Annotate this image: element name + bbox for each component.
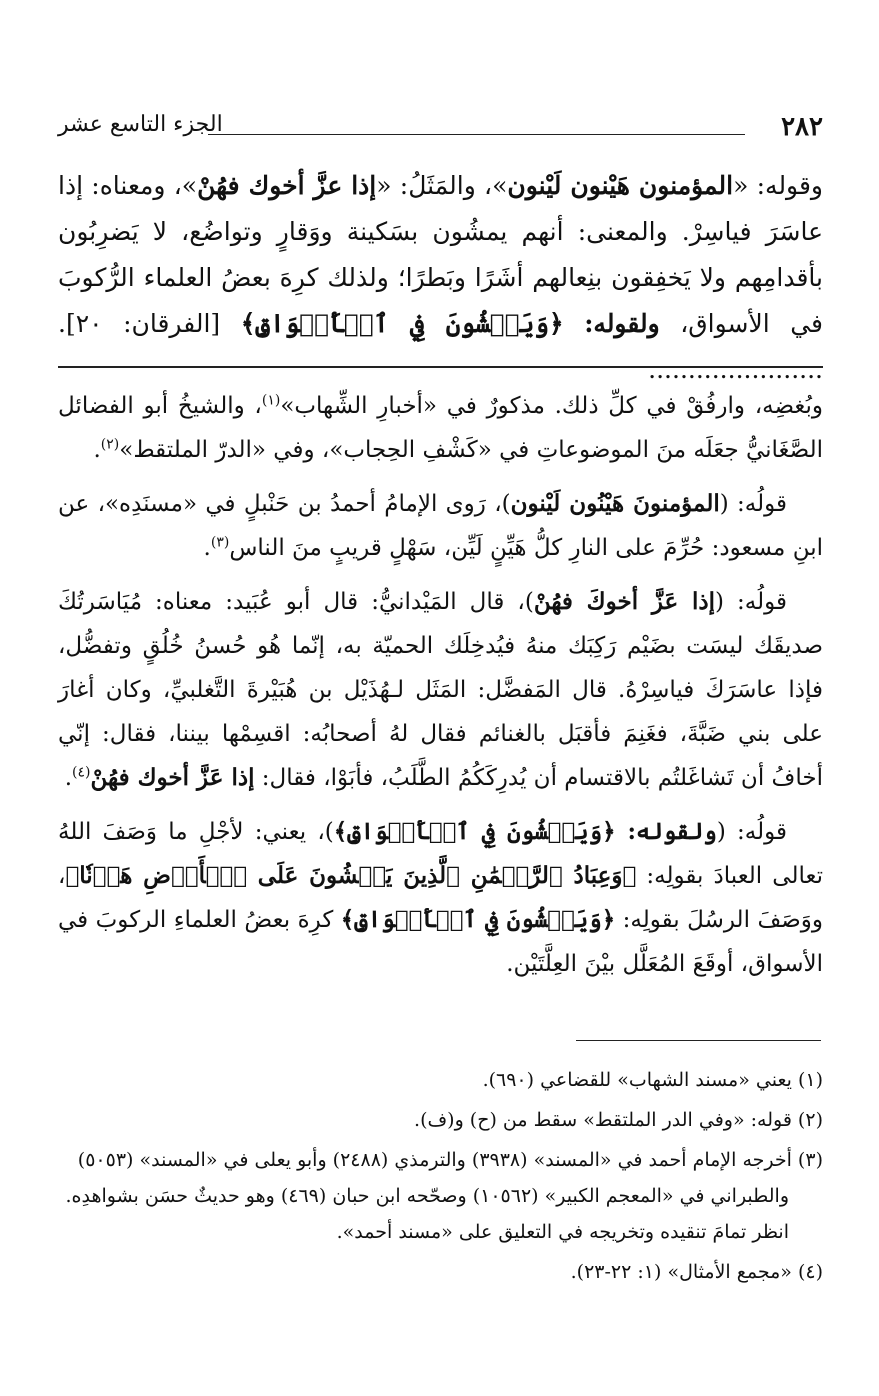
commentary-paragraph-2 (58, 482, 823, 570)
page-number: ٢٨٢ (781, 112, 823, 142)
verse-reference: [الفرقان: ٢٠]. (58, 309, 241, 338)
footnote-3 (58, 1142, 823, 1250)
text-segment: قولُه: ( (719, 491, 787, 517)
quran-verse: ﴿وَيَمۡشُونَ فِي ٱلۡأَسۡوَاقِ﴾ (240, 309, 564, 338)
footnote-ref: (٤) (72, 764, 91, 781)
footnote-3-line-3: انظر تمامَ تنقيده وتخريجه في التعليق على «مسند أحمد». (336, 1221, 789, 1243)
commentary-paragraph-3 (58, 580, 823, 800)
quran-verse: ﴿وَيَمۡشُونَ فِي ٱلۡأَسۡوَاقِ﴾ (340, 906, 616, 933)
text-segment: . (64, 765, 73, 791)
section-divider (58, 366, 823, 368)
matn-quote-proverb: إذا عزَّ أخوك فهُنْ (197, 171, 377, 200)
footnote-ref: (١) (261, 392, 281, 409)
lemma: المؤمنونَ هَيْنُون لَيْنون (510, 490, 720, 517)
footnote-4: (٤) «مجمع الأمثال» (١: ٢٢-٢٣). (570, 1261, 823, 1283)
matn-bold-phrase: ولقوله: (584, 309, 660, 338)
footnote-3-line-1: (٣) أخرجه الإمام أحمد في «المسند» (٣٩٣٨) والترمذي (٢٤٨٨) وأبو يعلى في «المسند» (٥٠٥٣) (77, 1149, 823, 1171)
matn-segment: »، والمَثَلُ: « (376, 171, 508, 200)
text-segment: )، قال المَيْدانيُّ: قال أبو عُبَيد: معناه: مُيَاسَرتُكَ صديقَك ليسَت بضَيْم رَكِبَك منهُ فيُدخِلَك الحميّة به، إنّما هُو حُسنُ خُلُقٍ وتفضُّل، فإذا عاسَرَكَ فياسِرْهُ. قال المَفضَّل: المَثَل لـهُذَيْل بن هُبَيْرةَ التَّغلبيِّ، وكان أغارَ على بني ضَبَّةَ، فغَنِمَ فأقبَل بالغنائم فقال لهُ أصحابُه: اقسِمْها بيننا، فقال: إنّي أخافُ أن تَشاغَلتُم بالاقتسام أن يُدرِكَكُمُ الطَّلَبُ، فأبَوْا، فقال: (58, 589, 823, 791)
matn-quote-hadith: المؤمنون هَيْنون لَيْنون (507, 171, 734, 200)
footnote-2: (٢) قوله: «وفي الدر الملتقط» سقط من (ح) و(ف). (414, 1109, 823, 1131)
commentary-text (58, 384, 823, 996)
matn-segment: وقوله: « (733, 171, 823, 200)
matn-segment: »، ومعناه: إذا عاسَرَ فياسِرْ. والمعنى: أنهم يمشُون بسَكينة ووَقارٍ وتواضُع، لا يَضرِبُون بأقدامِهم ولا يَخفِقون بنِعالهم أشَرًا وبَطرًا؛ ولذلك كرِهَ بعضُ العلماء الرُّكوبَ في الأسواق، (58, 171, 823, 338)
commentary-paragraph-1 (58, 384, 823, 472)
text-segment: . (203, 535, 211, 561)
commentary-paragraph-4 (58, 810, 823, 986)
matn-paragraph (58, 163, 823, 393)
text-segment: ، ووَصَفَ الرسُلَ بقولِه: (58, 863, 823, 933)
footnote-divider (576, 1040, 821, 1041)
footnote-ref: (٢) (100, 436, 120, 453)
text-segment: وبُغضِه، وارفُقْ في كلِّ ذلك. مذكورٌ في «أخبارِ الشِّهاب» (280, 393, 824, 419)
proverb: إذا عَزَّ أخوك فهُنْ (90, 764, 255, 791)
running-title: الجزء التاسع عشر (58, 112, 223, 137)
footnote-1: (١) يعني «مسند الشهاب» للقضاعي (٦٩٠). (482, 1069, 823, 1091)
text-segment: كرِهَ بعضُ العلماءِ الركوبَ في الأسواق، أوقَعَ المُعَلَّل بيْنَ العِلَّتَيْن. (58, 907, 823, 977)
lemma: إذا عَزَّ أخوكَ فهُنْ (533, 588, 716, 615)
text-segment: )، رَوى الإمامُ أحمدُ بن حَنْبلٍ في «مسنَدِه»، عن ابنِ مسعود: حُرِّمَ على النارِ كلُّ هَيِّنٍ لَيِّن، سَهْلٍ قريبٍ منَ الناس (58, 491, 823, 561)
lemma: ولقوله: ﴿وَيَمۡشُونَ فِي ٱلۡأَسۡوَاقِ﴾ (333, 818, 717, 845)
header-rule (208, 134, 745, 135)
footnotes (58, 1062, 823, 1294)
quran-verse: ﴿وَعِبَادُ ٱلرَّحۡمَٰنِ ٱلَّذِينَ يَمۡشُونَ عَلَى ٱلۡأَرۡضِ هَوۡنٗا﴾ (65, 862, 637, 889)
footnote-3-line-2: والطبراني في «المعجم الكبير» (١٠٥٦٢) وصحّحه ابن حبان (٤٦٩) وهو حديثٌ حسَن بشواهدِه. (65, 1185, 789, 1207)
text-segment: قولُه: ( (715, 589, 787, 615)
text-segment: ، والشيخُ أبو الفضائل الصَّغَانيُّ جعَلَه منَ الموضوعاتِ في «كَشْفِ الحِجاب»، وفي «الدرّ الملتقط» (58, 393, 823, 463)
page-header (58, 108, 823, 148)
matn-text (58, 163, 823, 393)
dot-leader: ...................... (648, 355, 823, 384)
text-segment: )، يعني: لأجْلِ ما وَصَفَ اللهُ تعالى العبادَ بقولِه: (58, 819, 823, 889)
footnote-ref: (٣) (210, 534, 230, 551)
text-segment: قولُه: ( (716, 819, 787, 845)
text-segment: . (93, 437, 101, 463)
